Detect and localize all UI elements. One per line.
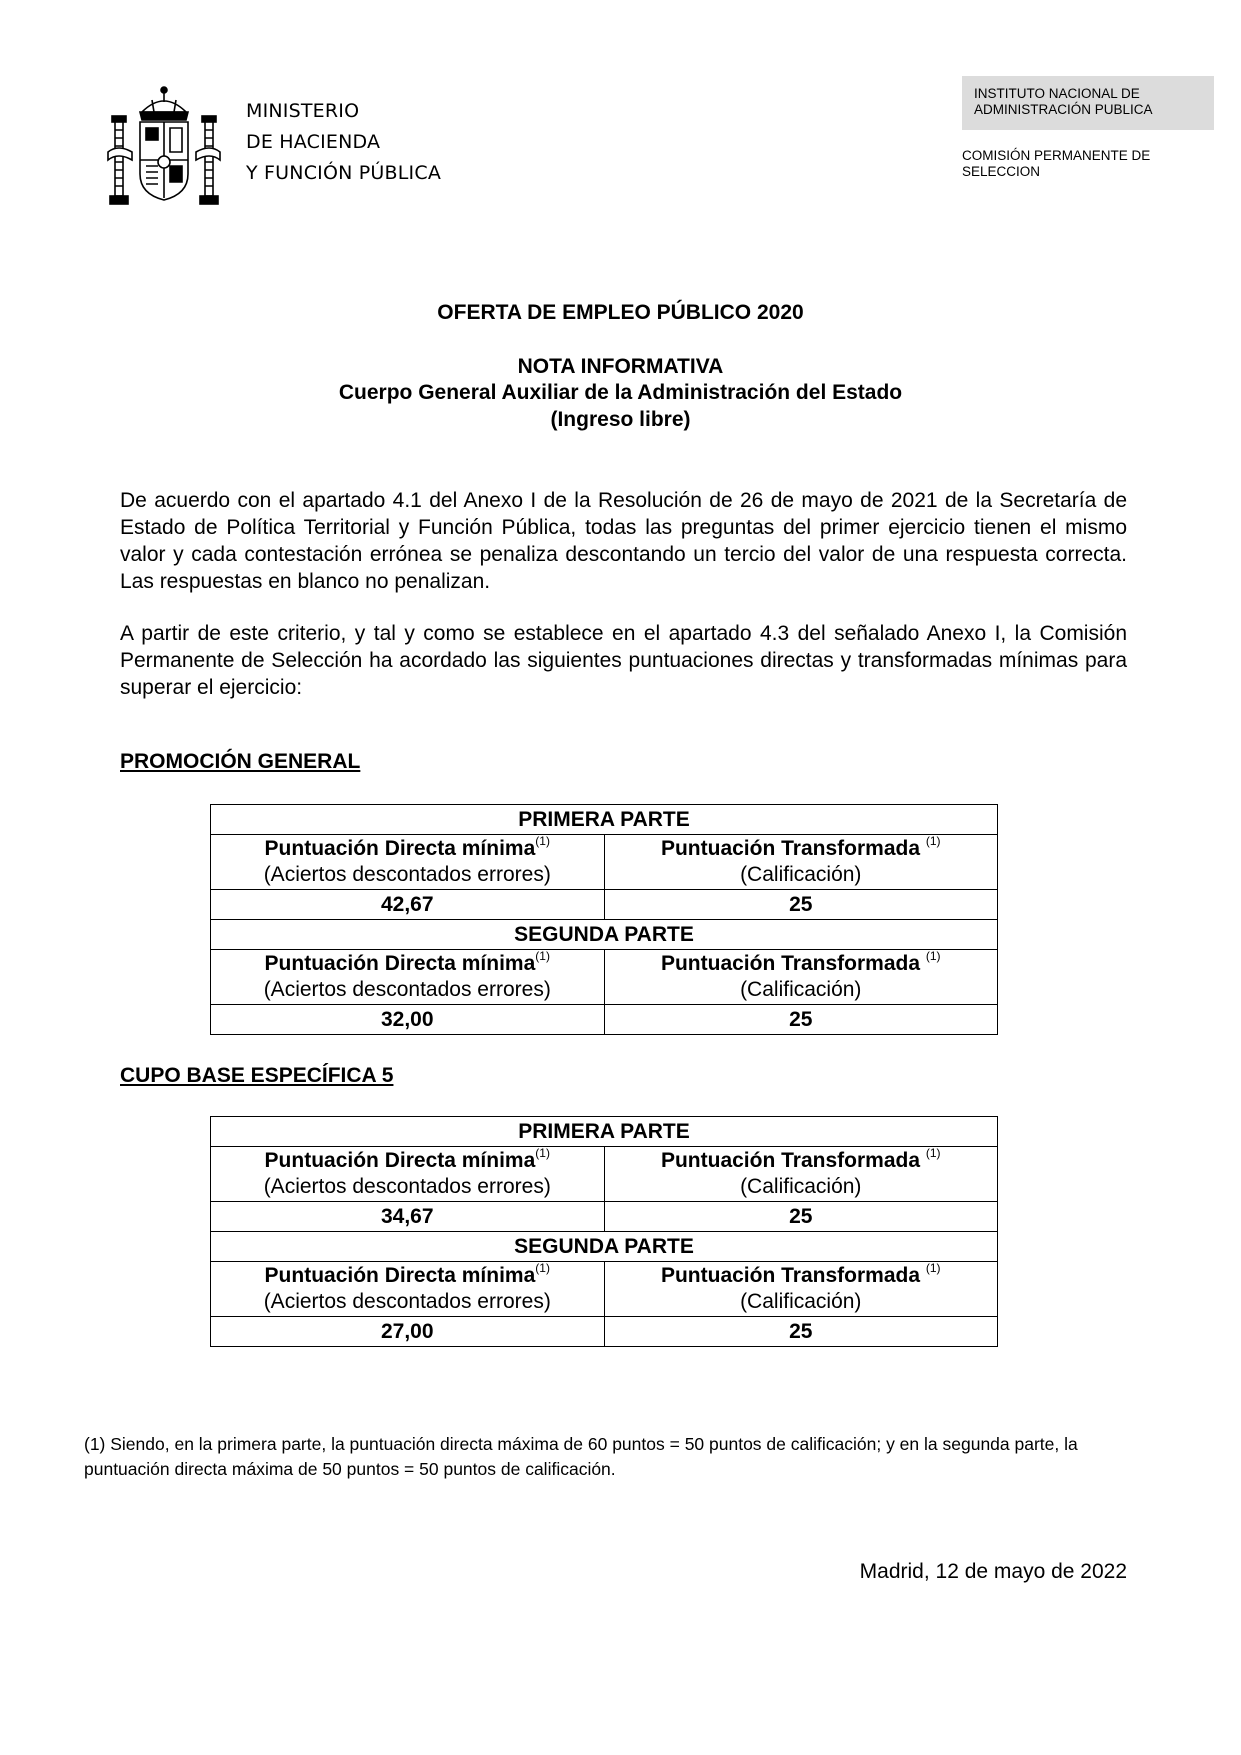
section-heading-cupo-base: CUPO BASE ESPECÍFICA 5 — [120, 1064, 394, 1087]
transformada-subtitle: (Calificación) — [740, 978, 862, 1001]
ministry-line: MINISTERIO — [246, 100, 360, 122]
comision-line: SELECCION — [962, 164, 1041, 179]
footnote-ref: (1) — [535, 1146, 550, 1160]
paragraph-criterio: De acuerdo con el apartado 4.1 del Anexo I de la Resolución de 26 de mayo de 2021 de la Secretaría de Estado de Política Territorial y Función Pública, todas las preguntas del primer ejercicio tienen el mismo valor y cada contestación errónea se penaliza descontando un tercio del valor de una respuesta correcta. Las respuestas en blanco no penalizan. — [120, 489, 1127, 593]
part-label: SEGUNDA PARTE — [211, 920, 998, 950]
spain-coat-of-arms-icon — [104, 82, 224, 208]
footnote-ref: (1) — [535, 1261, 550, 1275]
ministry-line: Y FUNCIÓN PÚBLICA — [246, 162, 442, 184]
directa-subtitle: (Aciertos descontados errores) — [263, 863, 551, 886]
directa-subtitle: (Aciertos descontados errores) — [263, 978, 551, 1001]
document-title: OFERTA DE EMPLEO PÚBLICO 2020 — [437, 301, 804, 324]
transformada-title: Puntuación Transformada — [660, 1149, 926, 1172]
comision-line: COMISIÓN PERMANENTE DE — [962, 148, 1151, 163]
part-label: PRIMERA PARTE — [211, 1117, 998, 1147]
transformada-value: 25 — [604, 890, 998, 920]
footnote-ref: (1) — [535, 949, 550, 963]
section-heading-promocion-general: PROMOCIÓN GENERAL — [120, 750, 361, 773]
transformada-header — [604, 950, 998, 1005]
directa-subtitle: (Aciertos descontados errores) — [263, 1175, 551, 1198]
transformada-title: Puntuación Transformada — [660, 1264, 926, 1287]
directa-header — [211, 835, 605, 890]
footnote-ref: (1) — [925, 834, 941, 848]
directa-title: Puntuación Directa mínima — [264, 952, 536, 975]
inap-line: INSTITUTO NACIONAL DE — [974, 86, 1140, 101]
comision-header — [962, 148, 1214, 180]
nota-informativa-title: NOTA INFORMATIVA — [517, 355, 724, 378]
ministry-name — [246, 96, 441, 189]
ingreso-title: (Ingreso libre) — [550, 408, 691, 431]
inap-line: ADMINISTRACIÓN PUBLICA — [974, 102, 1153, 117]
directa-value: 34,67 — [211, 1202, 605, 1232]
transformada-value: 25 — [604, 1202, 998, 1232]
directa-value: 27,00 — [211, 1317, 605, 1347]
transformada-value: 25 — [604, 1317, 998, 1347]
directa-title: Puntuación Directa mínima — [264, 1149, 536, 1172]
transformada-subtitle: (Calificación) — [740, 1290, 862, 1313]
directa-value: 32,00 — [211, 1005, 605, 1035]
scores-table-cupo-base — [210, 1116, 998, 1347]
scores-table-promocion-general — [210, 804, 998, 1035]
part-label: PRIMERA PARTE — [211, 805, 998, 835]
inap-header-box — [962, 76, 1214, 130]
document-date: Madrid, 12 de mayo de 2022 — [859, 1560, 1127, 1583]
transformada-header — [604, 1147, 998, 1202]
directa-header — [211, 1262, 605, 1317]
footnote-ref: (1) — [925, 1261, 941, 1275]
transformada-header — [604, 1262, 998, 1317]
footnote-ref: (1) — [925, 1146, 941, 1160]
part-label: SEGUNDA PARTE — [211, 1232, 998, 1262]
paragraph-acuerdo: A partir de este criterio, y tal y como se establece en el apartado 4.3 del señalado Anexo I, la Comisión Permanente de Selección ha acordado las siguientes puntuaciones directas y transformadas mínimas para superar el ejercicio: — [120, 622, 1127, 699]
footnote: (1) Siendo, en la primera parte, la puntuación directa máxima de 60 puntos = 50 puntos de calificación; y en la segunda parte, la puntuación directa máxima de 50 puntos = 50 puntos de calificación. — [84, 1434, 1078, 1479]
footnote-ref: (1) — [535, 834, 550, 848]
directa-header — [211, 1147, 605, 1202]
directa-header — [211, 950, 605, 1005]
ministry-line: DE HACIENDA — [246, 131, 381, 153]
cuerpo-title: Cuerpo General Auxiliar de la Administración del Estado — [338, 381, 903, 404]
transformada-title: Puntuación Transformada — [660, 837, 926, 860]
transformada-value: 25 — [604, 1005, 998, 1035]
transformada-subtitle: (Calificación) — [740, 863, 862, 886]
footnote-ref: (1) — [925, 949, 941, 963]
directa-value: 42,67 — [211, 890, 605, 920]
directa-title: Puntuación Directa mínima — [264, 837, 536, 860]
transformada-title: Puntuación Transformada — [660, 952, 926, 975]
transformada-header — [604, 835, 998, 890]
directa-title: Puntuación Directa mínima — [264, 1264, 536, 1287]
directa-subtitle: (Aciertos descontados errores) — [263, 1290, 551, 1313]
transformada-subtitle: (Calificación) — [740, 1175, 862, 1198]
